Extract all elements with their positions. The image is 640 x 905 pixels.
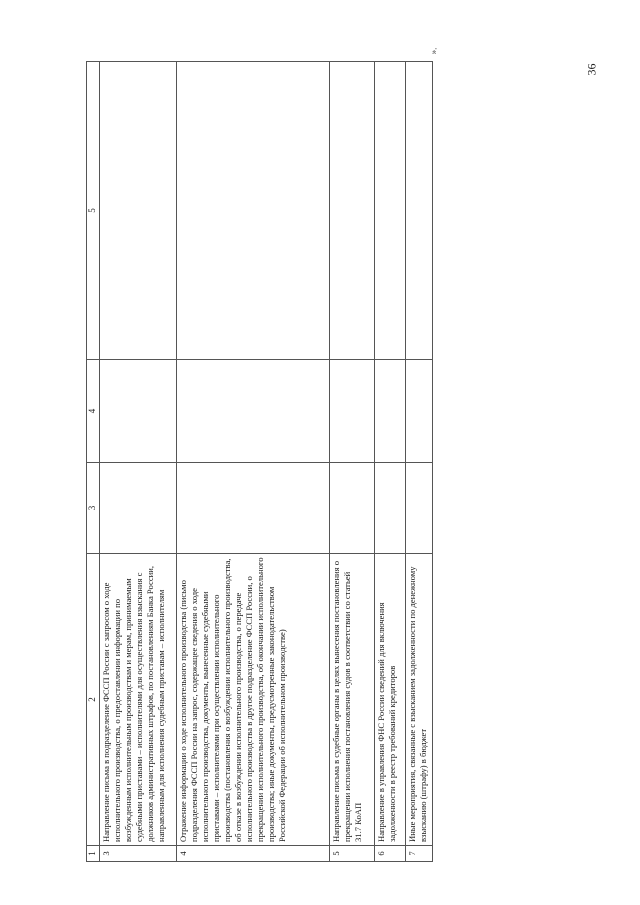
row-number: 5 [329, 846, 374, 862]
header-cell-2: 2 [87, 554, 100, 846]
empty-cell [374, 62, 405, 360]
empty-cell [176, 360, 329, 463]
empty-cell [329, 62, 374, 360]
stray-mark: ». [428, 47, 439, 55]
table-row [176, 62, 329, 862]
empty-cell [405, 360, 432, 463]
empty-cell [176, 62, 329, 360]
header-cell-3: 3 [87, 463, 100, 554]
row-number: 7 [405, 846, 432, 862]
table-row [374, 62, 405, 862]
rotated-table-wrapper [86, 62, 426, 862]
table-header-row [87, 62, 100, 862]
table-row [329, 62, 374, 862]
empty-cell [405, 62, 432, 360]
row-number: 4 [176, 846, 329, 862]
row-description: Направление письма в подразделение ФССП России с запросом о ходе исполнительного производства, о предоставлении информации по возбужденным исполнительным производствам и мерам, принимаемым судебными приставами – исполнителями для осуществления взыскания с должников административных штрафов, по постановлениям Банка России, направленным для исполнения судебным приставам – исполнителям [99, 554, 176, 846]
header-cell-1: 1 [87, 846, 100, 862]
empty-cell [329, 463, 374, 554]
empty-cell [405, 463, 432, 554]
header-cell-5: 5 [87, 62, 100, 360]
empty-cell [176, 463, 329, 554]
empty-cell [329, 360, 374, 463]
row-number: 6 [374, 846, 405, 862]
empty-cell [99, 360, 176, 463]
row-description: Отражение информации о ходе исполнительного производства (письмо подразделения ФССП России на запрос, содержащее сведения о ходе исполнительного производства, документы, вынесенные судебными приставами – исполнителями при осуществлении исполнительного производства (постановления о возбуждении исполнительного производства, об отказе в возбуждении исполнительного производства, о передаче исполнительного производства в другое подразделение ФССП России, о прекращении исполнительного производства, об окончании исполнительного производства; иные документы, предусмотренные законодательством Российской Федерации об исполнительном производстве) [176, 554, 329, 846]
row-description: Иные мероприятия, связанные с взысканием задолженности по денежному взысканию (штрафу) в бюджет [405, 554, 432, 846]
table-row [99, 62, 176, 862]
empty-cell [99, 463, 176, 554]
procedure-table [86, 61, 433, 862]
row-description: Направление письма в судебные органы в целях вынесения постановления о прекращении исполнения постановления судов в соответствии со статьей 31.7 КоАП [329, 554, 374, 846]
header-cell-4: 4 [87, 360, 100, 463]
empty-cell [99, 62, 176, 360]
empty-cell [374, 360, 405, 463]
table-row [405, 62, 432, 862]
row-number: 3 [99, 846, 176, 862]
empty-cell [374, 463, 405, 554]
page-number: 36 [584, 63, 599, 76]
row-description: Направление в управления ФНС России сведений для включения задолженности в реестр требований кредиторов [374, 554, 405, 846]
